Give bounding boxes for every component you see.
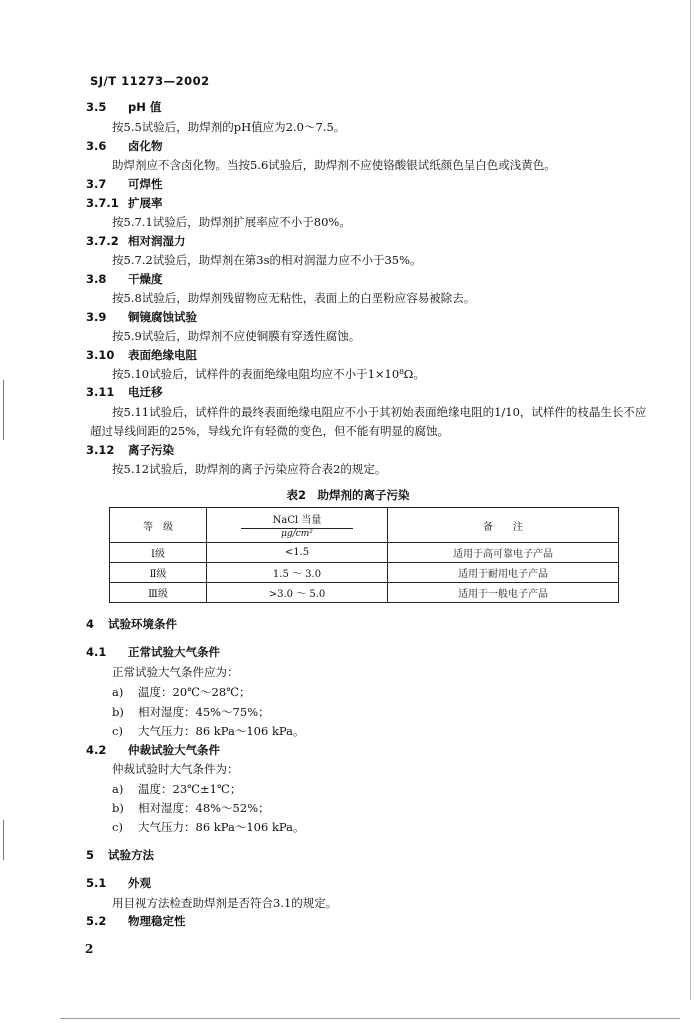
- section-3-12-body: 按5.12试验后，助焊剂的离子污染应符合表2的规定。: [112, 462, 387, 476]
- section-number: 4: [86, 617, 95, 631]
- list-item-label: a): [112, 685, 124, 699]
- section-3-7-heading: [86, 177, 163, 191]
- section-3-12-heading: [86, 443, 174, 457]
- list-item: [112, 782, 241, 796]
- section-4-2-intro: 仲裁试验时大气条件为：: [112, 762, 239, 776]
- section-3-10-body: 按5.10试验后，试样件的表面绝缘电阻均应不小于1×10⁸Ω。: [112, 367, 425, 381]
- section-title: 干燥度: [128, 272, 163, 286]
- section-number: 5.2: [86, 914, 107, 928]
- list-item-label: c): [112, 724, 123, 738]
- section-5-2-heading: [86, 914, 186, 928]
- ion-contamination-table: [109, 507, 619, 603]
- section-3-7-2-heading: [86, 234, 186, 248]
- list-item-text: 大气压力：86 kPa～106 kPa。: [138, 820, 305, 834]
- section-number: 3.7.1: [86, 196, 119, 210]
- section-3-5-body: 按5.5试验后，助焊剂的pH值应为2.0～7.5。: [112, 120, 346, 134]
- cell-value: 1.5 ～ 3.0: [207, 563, 388, 583]
- table-2-caption: 表2 助焊剂的离子污染: [286, 488, 410, 502]
- section-3-6-heading: [86, 139, 163, 153]
- section-title: 仲裁试验大气条件: [128, 743, 220, 757]
- cell-remark: 适用于一般电子产品: [388, 583, 619, 603]
- section-title: 可焊性: [128, 177, 163, 191]
- section-5-heading: [86, 848, 154, 862]
- list-item: [112, 820, 305, 834]
- scan-edge-left-lower: [3, 820, 4, 860]
- section-3-9-body: 按5.9试验后，助焊剂不应使铜膜有穿透性腐蚀。: [112, 329, 361, 343]
- section-title: 铜镜腐蚀试验: [128, 310, 197, 324]
- section-5-1-body: 用目视方法检查助焊剂是否符合3.1的规定。: [112, 896, 338, 910]
- section-title: 扩展率: [128, 196, 163, 210]
- cell-grade: Ⅲ级: [110, 583, 207, 603]
- section-title: 正常试验大气条件: [128, 645, 220, 659]
- table-header-row: [110, 508, 619, 543]
- cell-value: <1.5: [207, 543, 388, 563]
- section-3-7-1-heading: [86, 196, 163, 210]
- section-4-2-heading: [86, 743, 220, 757]
- section-title: 物理稳定性: [128, 914, 186, 928]
- section-number: 3.8: [86, 272, 107, 286]
- section-number: 3.12: [86, 443, 115, 457]
- list-item: [112, 724, 305, 738]
- cell-value: >3.0 ～ 5.0: [207, 583, 388, 603]
- section-number: 3.5: [86, 100, 107, 114]
- section-title: 离子污染: [128, 443, 174, 457]
- section-3-5-heading: [86, 100, 161, 114]
- document-code: SJ/T 11273—2002: [90, 74, 210, 88]
- section-3-11-body: 按5.11试验后，试样件的最终表面绝缘电阻应不小于其初始表面绝缘电阻的1/10，试样件的枝晶生长不应超过导线间距的25%，导线允许有轻微的变色，但不能有明显的腐蚀。: [90, 405, 647, 438]
- section-title: 试验方法: [108, 848, 154, 862]
- section-4-heading: [86, 617, 177, 631]
- section-number: 3.10: [86, 348, 115, 362]
- section-5-1-heading: [86, 876, 151, 890]
- section-3-8-heading: [86, 272, 163, 286]
- header-nacl-label: NaCl 当量: [272, 515, 322, 526]
- cell-grade: Ⅰ级: [110, 543, 207, 563]
- section-number: 4.2: [86, 743, 107, 757]
- header-nacl-unit: μg/cm²: [241, 528, 353, 539]
- header-grade: 等 级: [110, 508, 207, 543]
- scan-edge-bottom: [60, 1018, 680, 1019]
- section-3-9-heading: [86, 310, 197, 324]
- table-row: [110, 563, 619, 583]
- section-3-11-heading: [86, 385, 163, 399]
- section-3-8-body: 按5.8试验后，助焊剂残留物应无粘性，表面上的白垩粉应容易被除去。: [112, 291, 476, 305]
- section-number: 5: [86, 848, 95, 862]
- section-number: 3.9: [86, 310, 107, 324]
- table-row: [110, 583, 619, 603]
- cell-remark: 适用于高可靠电子产品: [388, 543, 619, 563]
- section-3-6-body: 助焊剂应不含卤化物。当按5.6试验后，助焊剂不应使铬酸银试纸颜色呈白色或浅黄色。: [112, 158, 556, 172]
- list-item-label: b): [112, 705, 124, 719]
- list-item-label: b): [112, 801, 124, 815]
- section-number: 3.6: [86, 139, 107, 153]
- list-item-label: a): [112, 782, 124, 796]
- section-3-7-2-body: 按5.7.2试验后，助焊剂在第3s的相对润湿力应不小于35%。: [112, 253, 422, 267]
- section-3-10-heading: [86, 348, 197, 362]
- section-title: 电迁移: [128, 385, 163, 399]
- header-remark: 备 注: [388, 508, 619, 543]
- list-item: [112, 801, 270, 815]
- section-4-1-intro: 正常试验大气条件应为：: [112, 665, 239, 679]
- section-title: pH 值: [128, 100, 162, 114]
- section-title: 试验环境条件: [108, 617, 177, 631]
- list-item-text: 相对湿度：45%～75%；: [138, 705, 270, 719]
- page-number: 2: [85, 942, 94, 956]
- section-title: 外观: [128, 876, 151, 890]
- list-item-text: 温度：23℃±1℃；: [138, 782, 242, 796]
- header-nacl: [207, 508, 388, 543]
- list-item-text: 温度：20℃～28℃；: [138, 685, 251, 699]
- section-number: 3.11: [86, 385, 115, 399]
- cell-remark: 适用于耐用电子产品: [388, 563, 619, 583]
- scan-edge-left: [3, 380, 4, 440]
- section-number: 3.7.2: [86, 234, 119, 248]
- section-number: 3.7: [86, 177, 107, 191]
- list-item-text: 相对湿度：48%～52%；: [138, 801, 270, 815]
- section-4-1-heading: [86, 645, 220, 659]
- list-item-label: c): [112, 820, 123, 834]
- section-title: 表面绝缘电阻: [128, 348, 197, 362]
- section-number: 5.1: [86, 876, 107, 890]
- cell-grade: Ⅱ级: [110, 563, 207, 583]
- section-title: 卤化物: [128, 139, 163, 153]
- list-item: [112, 705, 270, 719]
- section-number: 4.1: [86, 645, 107, 659]
- list-item-text: 大气压力：86 kPa～106 kPa。: [138, 724, 305, 738]
- table-row: [110, 543, 619, 563]
- section-title: 相对润湿力: [128, 234, 186, 248]
- list-item: [112, 685, 251, 699]
- section-3-7-1-body: 按5.7.1试验后，助焊剂扩展率应不小于80%。: [112, 215, 351, 229]
